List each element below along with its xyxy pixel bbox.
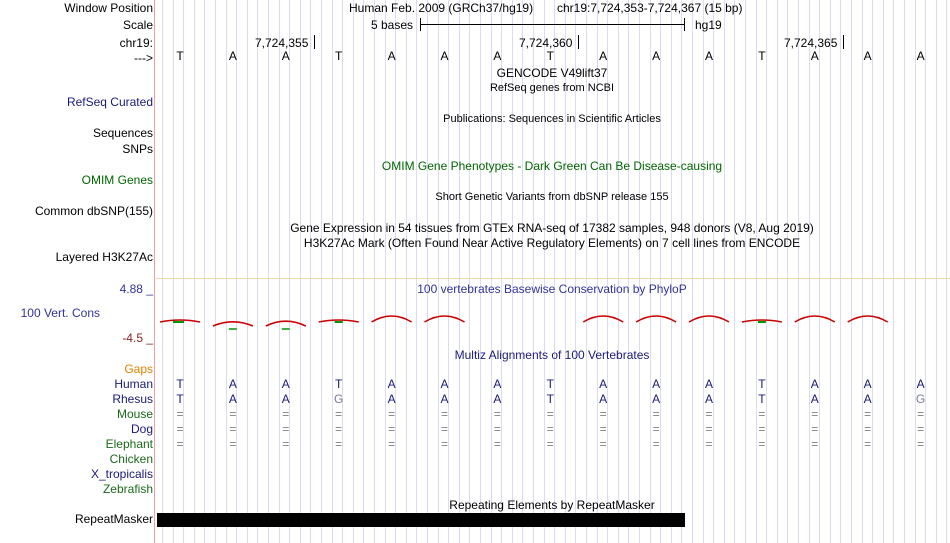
grid-line bbox=[840, 0, 841, 543]
grid-line bbox=[257, 0, 258, 543]
alignment-base: = bbox=[652, 407, 660, 421]
gencode-track-title[interactable]: GENCODE V49lift37 bbox=[496, 66, 608, 80]
grid-line bbox=[342, 0, 343, 543]
alignment-base: A bbox=[810, 377, 819, 391]
alignment-base: A bbox=[228, 392, 237, 406]
alignment-base: = bbox=[229, 437, 237, 451]
position-readout: chr19:7,724,353-7,724,367 (15 bp) bbox=[557, 1, 743, 15]
alignment-base: = bbox=[599, 422, 607, 436]
alignment-base: = bbox=[864, 422, 872, 436]
phylop-mark bbox=[266, 321, 306, 326]
track-label-repeatmasker[interactable]: RepeatMasker bbox=[74, 512, 153, 526]
alignment-base: = bbox=[758, 422, 766, 436]
grid-line bbox=[915, 0, 916, 543]
alignment-base: A bbox=[281, 377, 290, 391]
track-label-dbsnp[interactable]: Common dbSNP(155) bbox=[34, 204, 153, 218]
grid-line bbox=[893, 0, 894, 543]
alignment-base: = bbox=[546, 437, 554, 451]
phylop-min-label: -4.5 _ bbox=[122, 331, 153, 345]
grid-line bbox=[883, 0, 884, 543]
alignment-base: = bbox=[705, 437, 713, 451]
sequence-base: A bbox=[440, 49, 449, 63]
alignment-base: = bbox=[335, 437, 343, 451]
alignment-base: = bbox=[493, 437, 501, 451]
sequence-base: A bbox=[704, 49, 713, 63]
grid-line bbox=[925, 0, 926, 543]
species-label[interactable]: Chicken bbox=[109, 452, 153, 466]
assembly-title: Human Feb. 2009 (GRCh37/hg19) bbox=[349, 1, 534, 15]
scale-bar-left-tick bbox=[420, 18, 421, 31]
sequence-base: T bbox=[758, 49, 766, 63]
alignment-base: A bbox=[599, 377, 608, 391]
scale-bar-right-tick bbox=[684, 18, 685, 31]
alignment-base: = bbox=[440, 422, 448, 436]
grid-line bbox=[353, 0, 354, 543]
alignment-base: = bbox=[493, 422, 501, 436]
alignment-base: = bbox=[599, 407, 607, 421]
alignment-base: = bbox=[176, 407, 184, 421]
alignment-base: = bbox=[811, 422, 819, 436]
grid-line bbox=[173, 0, 174, 543]
alignment-base: = bbox=[388, 437, 396, 451]
grid-line bbox=[628, 0, 629, 543]
alignment-base: T bbox=[335, 377, 343, 391]
coord-tick-2 bbox=[578, 35, 579, 49]
alignment-base: = bbox=[917, 407, 925, 421]
track-label-snps[interactable]: SNPs bbox=[122, 142, 153, 156]
omim-track-title[interactable]: OMIM Gene Phenotypes - Dark Green Can Be Disease-causing bbox=[381, 159, 723, 173]
track-label-phylop[interactable]: 100 Vert. Cons bbox=[20, 306, 100, 320]
grid-line bbox=[787, 0, 788, 543]
grid-line bbox=[936, 0, 937, 543]
grid-line bbox=[809, 0, 810, 543]
species-label[interactable]: Zebrafish bbox=[102, 482, 153, 496]
grid-line bbox=[395, 0, 396, 543]
alignment-base: = bbox=[864, 407, 872, 421]
grid-line bbox=[639, 0, 640, 543]
track-separator bbox=[154, 278, 950, 279]
alignment-base: = bbox=[917, 422, 925, 436]
species-label[interactable]: Mouse bbox=[116, 407, 153, 421]
grid-line bbox=[798, 0, 799, 543]
alignment-base: A bbox=[863, 377, 872, 391]
grid-line bbox=[724, 0, 725, 543]
alignment-base: = bbox=[917, 437, 925, 451]
repeat-element-bar[interactable] bbox=[157, 513, 685, 527]
phylop-mark bbox=[689, 316, 729, 322]
grid-line bbox=[204, 0, 205, 543]
species-label[interactable]: Human bbox=[114, 377, 153, 391]
grid-line bbox=[438, 0, 439, 543]
gtex-track-title[interactable]: Gene Expression in 54 tissues from GTEx RNA-seq of 17382 samples, 948 donors (V8, Aug 2019) bbox=[290, 221, 814, 235]
alignment-base: = bbox=[388, 422, 396, 436]
grid-line bbox=[618, 0, 619, 543]
strand-label: ---> bbox=[134, 51, 153, 65]
alignment-base: A bbox=[493, 392, 502, 406]
phylop-mark bbox=[636, 316, 676, 322]
grid-line bbox=[819, 0, 820, 543]
grid-line bbox=[830, 0, 831, 543]
track-label-h3k27ac[interactable]: Layered H3K27Ac bbox=[55, 250, 153, 264]
h3k27ac-track-title[interactable]: H3K27Ac Mark (Often Found Near Active Regulatory Elements) on 7 cell lines from ENCODE bbox=[303, 236, 801, 250]
alignment-base: = bbox=[282, 422, 290, 436]
track-label-refseq[interactable]: RefSeq Curated bbox=[66, 95, 153, 109]
grid-line bbox=[946, 0, 947, 543]
alignment-base: = bbox=[811, 437, 819, 451]
scale-bar bbox=[420, 24, 684, 25]
coord-tick-1 bbox=[314, 35, 315, 49]
grid-line bbox=[777, 0, 778, 543]
track-label-omim[interactable]: OMIM Genes bbox=[81, 173, 153, 187]
grid-line bbox=[332, 0, 333, 543]
sequence-base: A bbox=[916, 49, 925, 63]
alignment-base: = bbox=[705, 422, 713, 436]
alignment-base: = bbox=[176, 422, 184, 436]
sequence-base: A bbox=[863, 49, 872, 63]
scale-db: hg19 bbox=[695, 18, 722, 32]
alignment-base: T bbox=[758, 392, 766, 406]
grid-line bbox=[650, 0, 651, 543]
sequence-base: A bbox=[228, 49, 237, 63]
grid-line bbox=[300, 0, 301, 543]
grid-line bbox=[734, 0, 735, 543]
alignment-base: = bbox=[493, 407, 501, 421]
grid-line bbox=[194, 0, 195, 543]
coord-label-2: 7,724,360 bbox=[519, 36, 573, 50]
alignment-base: = bbox=[440, 437, 448, 451]
scale-text: 5 bases bbox=[371, 18, 414, 32]
sequence-base: T bbox=[546, 49, 554, 63]
phylop-mark bbox=[372, 316, 412, 322]
alignment-base: = bbox=[440, 407, 448, 421]
chrom-label: chr19: bbox=[119, 36, 153, 50]
alignment-base: A bbox=[599, 392, 608, 406]
grid-line bbox=[713, 0, 714, 543]
alignment-base: = bbox=[599, 437, 607, 451]
grid-line bbox=[215, 0, 216, 543]
coord-label-3: 7,724,365 bbox=[784, 36, 838, 50]
grid-line bbox=[363, 0, 364, 543]
alignment-base: A bbox=[440, 377, 449, 391]
alignment-base: T bbox=[176, 392, 184, 406]
alignment-base: = bbox=[758, 437, 766, 451]
grid-line bbox=[310, 0, 311, 543]
alignment-base: = bbox=[652, 422, 660, 436]
species-label[interactable]: Rhesus bbox=[112, 392, 153, 406]
grid-line bbox=[416, 0, 417, 543]
alignment-base: A bbox=[652, 392, 661, 406]
repeatmasker-track-title[interactable]: Repeating Elements by RepeatMasker bbox=[449, 498, 655, 512]
grid-line bbox=[321, 0, 322, 543]
grid-line bbox=[162, 0, 163, 543]
grid-line bbox=[862, 0, 863, 543]
grid-line bbox=[279, 0, 280, 543]
grid-line bbox=[745, 0, 746, 543]
grid-line bbox=[756, 0, 757, 543]
alignment-base: = bbox=[652, 437, 660, 451]
alignment-base: = bbox=[176, 437, 184, 451]
grid-line bbox=[469, 0, 470, 543]
alignment-base: A bbox=[440, 392, 449, 406]
grid-line bbox=[872, 0, 873, 543]
grid-line bbox=[766, 0, 767, 543]
species-label[interactable]: X_tropicalis bbox=[90, 467, 153, 481]
grid-line bbox=[406, 0, 407, 543]
sequence-base: A bbox=[493, 49, 502, 63]
alignment-base: T bbox=[546, 377, 554, 391]
grid-line bbox=[289, 0, 290, 543]
phylop-mark bbox=[213, 322, 253, 326]
alignment-base: = bbox=[282, 437, 290, 451]
sequence-base: T bbox=[176, 49, 184, 63]
alignment-base: = bbox=[758, 407, 766, 421]
alignment-base: = bbox=[335, 422, 343, 436]
alignment-base: A bbox=[493, 377, 502, 391]
sequence-base: A bbox=[599, 49, 608, 63]
coord-label-1: 7,724,355 bbox=[255, 36, 309, 50]
coord-tick-3 bbox=[843, 35, 844, 49]
alignment-base: A bbox=[810, 392, 819, 406]
phylop-mark bbox=[425, 316, 465, 322]
dbsnp-track-title[interactable]: Short Genetic Variants from dbSNP release 155 bbox=[435, 191, 669, 203]
grid-line bbox=[448, 0, 449, 543]
grid-line bbox=[851, 0, 852, 543]
grid-line bbox=[247, 0, 248, 543]
alignment-base: A bbox=[704, 392, 713, 406]
grid-line bbox=[427, 0, 428, 543]
alignment-base: A bbox=[704, 377, 713, 391]
grid-line bbox=[904, 0, 905, 543]
alignment-base: = bbox=[335, 407, 343, 421]
phylop-mark bbox=[848, 316, 888, 322]
alignment-base: A bbox=[228, 377, 237, 391]
grid-line bbox=[268, 0, 269, 543]
alignment-base: = bbox=[229, 422, 237, 436]
phylop-max-label: 4.88 _ bbox=[119, 282, 153, 296]
phylop-mark bbox=[795, 316, 835, 322]
alignment-base: = bbox=[705, 407, 713, 421]
grid-line bbox=[183, 0, 184, 543]
alignment-base: A bbox=[652, 377, 661, 391]
alignment-base: = bbox=[229, 407, 237, 421]
alignment-base: G bbox=[915, 392, 926, 406]
alignment-base: T bbox=[546, 392, 554, 406]
grid-line bbox=[226, 0, 227, 543]
grid-line bbox=[692, 0, 693, 543]
grid-line bbox=[671, 0, 672, 543]
alignment-base: = bbox=[388, 407, 396, 421]
grid-line bbox=[681, 0, 682, 543]
track-label-gaps[interactable]: Gaps bbox=[124, 362, 153, 376]
alignment-base: A bbox=[387, 377, 396, 391]
alignment-base: = bbox=[864, 437, 872, 451]
alignment-base: A bbox=[387, 392, 396, 406]
alignment-base: = bbox=[282, 407, 290, 421]
refseq-track-title[interactable]: RefSeq genes from NCBI bbox=[489, 82, 615, 94]
label-divider bbox=[154, 0, 155, 543]
multiz-track-title[interactable]: Multiz Alignments of 100 Vertebrates bbox=[454, 348, 650, 362]
grid-line bbox=[660, 0, 661, 543]
window-position-label: Window Position bbox=[64, 1, 153, 15]
alignment-base: = bbox=[546, 407, 554, 421]
alignment-base: = bbox=[546, 422, 554, 436]
alignment-base: T bbox=[176, 377, 184, 391]
alignment-base: A bbox=[916, 377, 925, 391]
phylop-track-title[interactable]: 100 vertebrates Basewise Conservation by PhyloP bbox=[417, 282, 687, 296]
phylop-plot bbox=[155, 300, 945, 336]
species-label[interactable]: Dog bbox=[130, 422, 153, 436]
grid-line bbox=[459, 0, 460, 543]
track-label-sequences[interactable]: Sequences bbox=[92, 126, 153, 140]
sequence-base: A bbox=[281, 49, 290, 63]
grid-line bbox=[480, 0, 481, 543]
species-label[interactable]: Elephant bbox=[105, 437, 153, 451]
alignment-base: T bbox=[758, 377, 766, 391]
phylop-mark bbox=[583, 316, 623, 322]
sequence-base: A bbox=[810, 49, 819, 63]
sequence-base: A bbox=[387, 49, 396, 63]
alignment-base: A bbox=[281, 392, 290, 406]
alignment-base: A bbox=[863, 392, 872, 406]
grid-line bbox=[374, 0, 375, 543]
sequence-base: T bbox=[335, 49, 343, 63]
publications-track-title[interactable]: Publications: Sequences in Scientific Articles bbox=[443, 113, 661, 125]
grid-line bbox=[703, 0, 704, 543]
grid-line bbox=[236, 0, 237, 543]
sequence-base: A bbox=[652, 49, 661, 63]
scale-label: Scale bbox=[122, 18, 153, 32]
grid-line bbox=[385, 0, 386, 543]
alignment-base: = bbox=[811, 407, 819, 421]
alignment-base: G bbox=[334, 392, 344, 406]
